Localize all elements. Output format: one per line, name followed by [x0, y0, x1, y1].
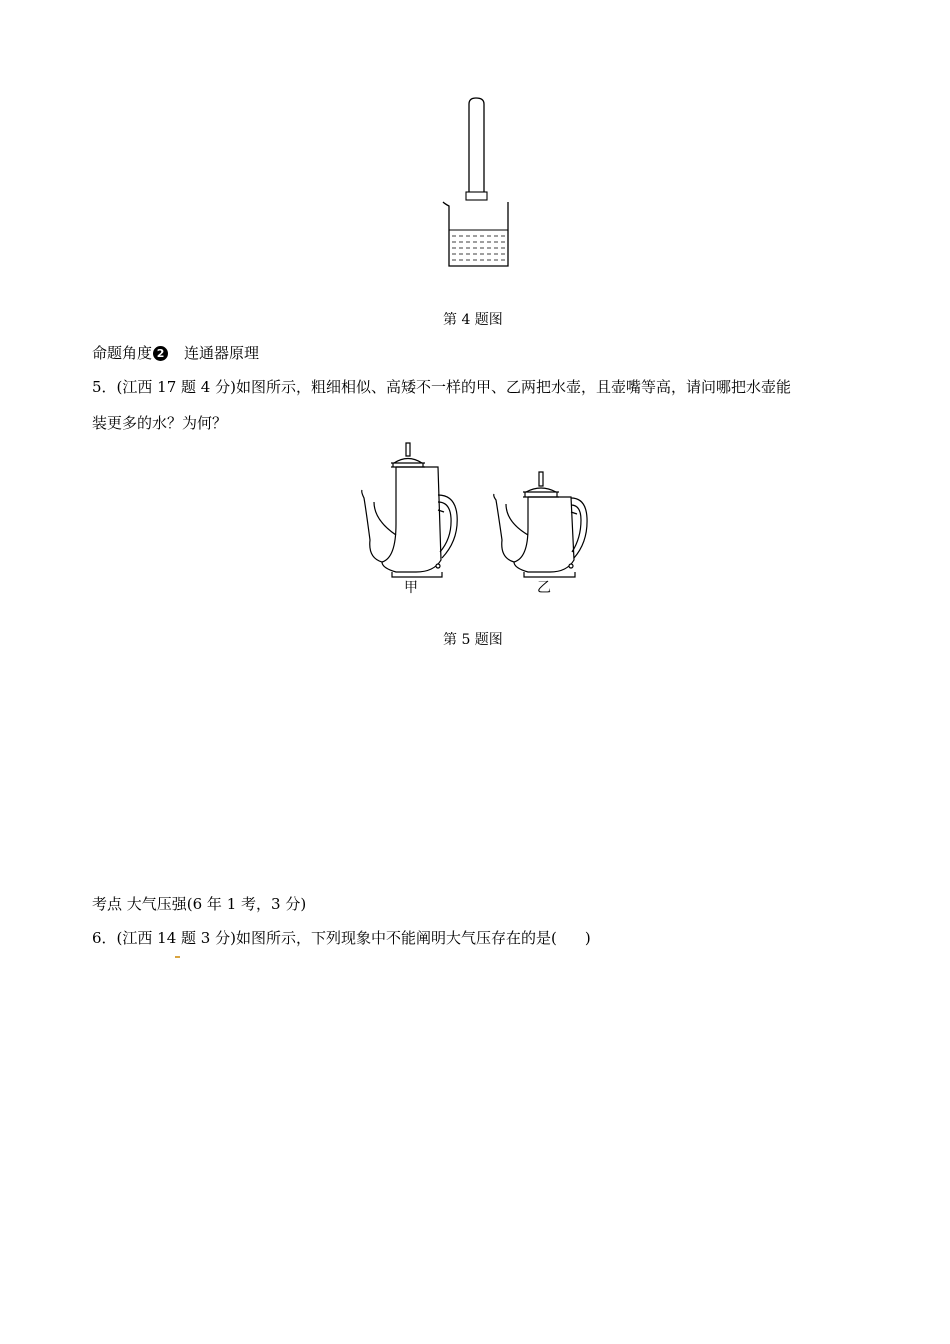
- figure-4-caption: 第 4 题图: [443, 312, 503, 328]
- figure-4-test-tube-beaker: [436, 96, 516, 272]
- figure-5-caption: 第 5 题图: [443, 632, 503, 648]
- kettle-label-yi: 乙: [537, 580, 551, 596]
- kaodian-heading: 考点 大气压强(6 年 1 考，3 分): [92, 895, 307, 913]
- question-5-line-2: 装更多的水？为何？: [92, 414, 228, 432]
- question-6-close: ): [584, 929, 591, 947]
- question-6: [92, 928, 591, 948]
- section-title: 命题角度: [92, 344, 153, 362]
- question-5-line-1: 5．(江西 17 题 4 分)如图所示，粗细相似、高矮不一样的甲、乙两把水壶，且壶嘴等高，请问哪把水壶能: [92, 378, 791, 396]
- kettle-label-jia: 甲: [404, 580, 418, 596]
- section-heading: [92, 343, 259, 363]
- kettle-jia-drawing: [362, 443, 457, 577]
- kettle-yi-drawing: [494, 472, 587, 577]
- figure-5-kettles: [360, 440, 592, 580]
- annotation-mark: [175, 956, 180, 958]
- section-topic: 连通器原理: [184, 344, 260, 362]
- number-badge: 2: [153, 346, 168, 361]
- question-6-text: 6．(江西 14 题 3 分)如图所示，下列现象中不能阐明大气压存在的是(: [92, 929, 557, 947]
